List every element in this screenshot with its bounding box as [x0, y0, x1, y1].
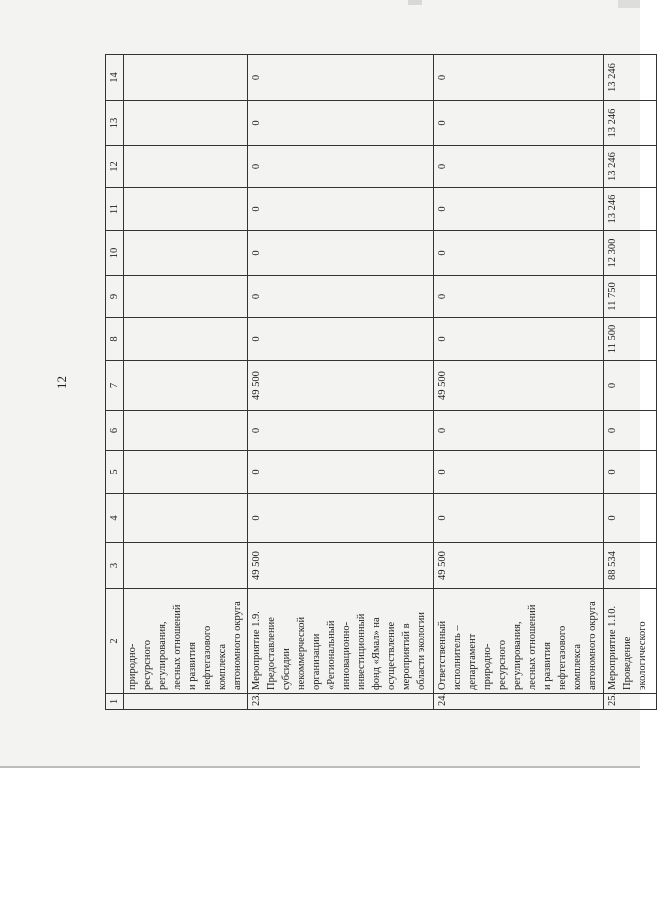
row-description	[248, 589, 434, 694]
description-line: осуществление	[386, 621, 397, 690]
description-line: исполнитель –	[452, 625, 463, 690]
value-cell	[124, 55, 248, 101]
description-line: мероприятий в	[401, 623, 412, 690]
description-line: и развития	[542, 642, 553, 690]
table-row	[248, 55, 434, 710]
table-row	[124, 55, 248, 710]
description-line: Мероприятие 1.9.	[251, 611, 262, 690]
value-cell	[124, 494, 248, 543]
value-cell	[124, 276, 248, 318]
row-description	[604, 589, 657, 694]
row-number	[124, 694, 248, 710]
row-number: 25.	[604, 694, 657, 710]
rotated-table-wrapper	[105, 55, 648, 710]
value-cell: 49 500	[434, 543, 604, 589]
description-line: инновационно-	[341, 621, 352, 690]
scan-artifact	[618, 0, 640, 8]
value-cell	[124, 146, 248, 188]
value-cell: 0	[248, 55, 434, 101]
description-line: комплекса	[217, 643, 228, 690]
value-cell: 0	[434, 146, 604, 188]
value-cell: 0	[434, 55, 604, 101]
description-line: ресурсного	[497, 639, 508, 690]
description-line: регулирования,	[157, 621, 168, 690]
scan-artifact	[408, 0, 422, 5]
value-cell: 0	[434, 231, 604, 276]
description-line: субсидии	[281, 648, 292, 690]
value-cell: 0	[248, 494, 434, 543]
description-line: природно-	[482, 643, 493, 690]
value-cell: 0	[248, 318, 434, 361]
description-line: инвестиционный	[356, 613, 367, 690]
value-cell	[124, 543, 248, 589]
header-row	[106, 55, 124, 710]
page-number: 12	[54, 376, 69, 389]
description-line: организации	[311, 633, 322, 690]
column-header: 7	[106, 361, 124, 411]
value-cell: 49 500	[248, 543, 434, 589]
value-cell: 0	[434, 188, 604, 231]
description-line: регулирования,	[512, 621, 523, 690]
value-cell: 0	[604, 494, 657, 543]
value-cell: 0	[248, 276, 434, 318]
column-header: 4	[106, 494, 124, 543]
row-description	[124, 589, 248, 694]
column-header: 2	[106, 589, 124, 694]
value-cell: 13 246	[604, 146, 657, 188]
description-line: лесных отношений	[172, 604, 183, 690]
value-cell: 0	[434, 318, 604, 361]
value-cell	[124, 411, 248, 451]
description-line: ресурсного	[142, 639, 153, 690]
value-cell	[124, 318, 248, 361]
description-line: фонд «Ямал» на	[371, 617, 382, 690]
table-row	[434, 55, 604, 710]
value-cell: 0	[434, 101, 604, 146]
value-cell: 0	[248, 231, 434, 276]
table-row	[604, 55, 657, 710]
value-cell: 0	[434, 276, 604, 318]
budget-table	[105, 54, 657, 710]
value-cell	[124, 188, 248, 231]
column-header: 1	[106, 694, 124, 710]
value-cell: 49 500	[248, 361, 434, 411]
description-line: природно-	[127, 643, 138, 690]
value-cell: 12 300	[604, 231, 657, 276]
column-header: 6	[106, 411, 124, 451]
value-cell: 0	[434, 411, 604, 451]
value-cell: 0	[248, 451, 434, 494]
description-line: автономного округа	[587, 601, 598, 690]
value-cell: 0	[434, 451, 604, 494]
value-cell: 0	[248, 146, 434, 188]
column-header: 14	[106, 55, 124, 101]
value-cell: 0	[248, 411, 434, 451]
row-number: 23.	[248, 694, 434, 710]
description-line: «Региональный	[326, 620, 337, 690]
value-cell: 11 500	[604, 318, 657, 361]
description-line: некоммерческой	[296, 616, 307, 690]
column-header: 9	[106, 276, 124, 318]
description-line: Мероприятие 1.10.	[607, 605, 618, 690]
description-line: Ответственный	[437, 620, 448, 690]
description-line: лесных отношений	[527, 604, 538, 690]
description-line: экологического	[637, 621, 648, 690]
column-header: 10	[106, 231, 124, 276]
value-cell: 0	[604, 451, 657, 494]
column-header: 12	[106, 146, 124, 188]
value-cell: 0	[604, 361, 657, 411]
description-line: комплекса	[572, 643, 583, 690]
description-line: области экологии	[416, 612, 427, 690]
value-cell	[124, 451, 248, 494]
description-line: Предоставление	[266, 617, 277, 690]
description-line: автономного округа	[232, 601, 243, 690]
value-cell	[124, 231, 248, 276]
scan-edge	[0, 766, 640, 768]
value-cell: 0	[434, 494, 604, 543]
value-cell: 13 246	[604, 55, 657, 101]
value-cell: 0	[248, 188, 434, 231]
column-header: 11	[106, 188, 124, 231]
row-number: 24.	[434, 694, 604, 710]
value-cell: 13 246	[604, 101, 657, 146]
column-header: 3	[106, 543, 124, 589]
value-cell: 11 750	[604, 276, 657, 318]
column-header: 13	[106, 101, 124, 146]
description-line: Проведение	[622, 636, 633, 690]
description-line: и развития	[187, 642, 198, 690]
value-cell: 88 534	[604, 543, 657, 589]
column-header: 5	[106, 451, 124, 494]
value-cell: 49 500	[434, 361, 604, 411]
value-cell	[124, 101, 248, 146]
column-header: 8	[106, 318, 124, 361]
description-line: нефтегазового	[557, 625, 568, 690]
value-cell: 13 246	[604, 188, 657, 231]
description-line: нефтегазового	[202, 625, 213, 690]
row-description	[434, 589, 604, 694]
value-cell	[124, 361, 248, 411]
description-line: департамент	[467, 633, 478, 690]
value-cell: 0	[248, 101, 434, 146]
value-cell: 0	[604, 411, 657, 451]
